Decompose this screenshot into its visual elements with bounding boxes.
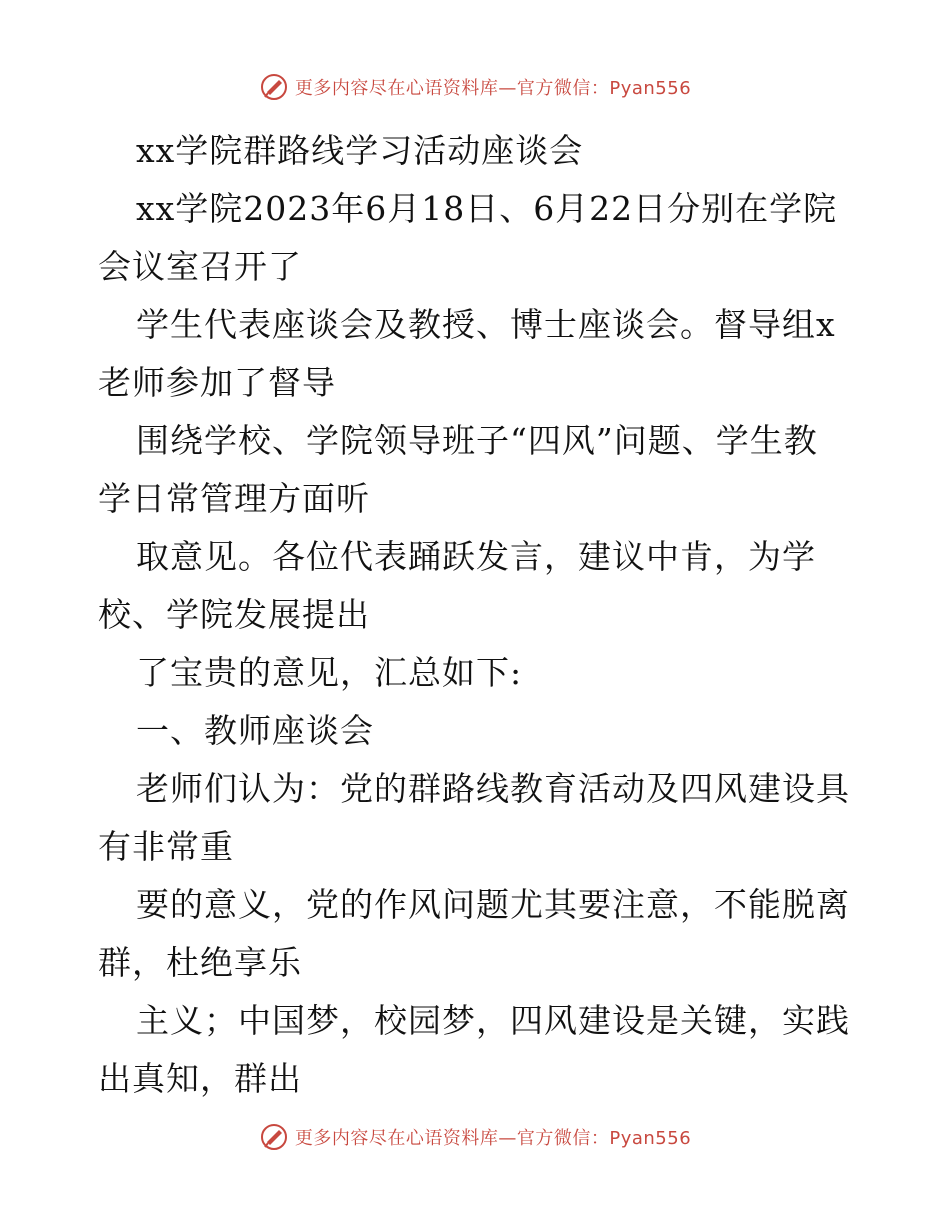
document-body — [98, 122, 858, 1108]
paragraph-line: 出真知，群出 — [98, 1059, 302, 1098]
paragraph-line: 会议室召开了 — [98, 247, 302, 286]
footer-watermark-text: 更多内容尽在心语资料库—官方微信：Pyan556 — [294, 1128, 692, 1149]
header-watermark-text: 更多内容尽在心语资料库—官方微信：Pyan556 — [294, 78, 692, 99]
doc-title: xx学院群路线学习活动座谈会 — [136, 131, 584, 170]
header-watermark-banner — [0, 72, 950, 102]
paragraph-line: 有非常重 — [98, 827, 234, 866]
section-heading: 一、教师座谈会 — [136, 711, 374, 750]
paragraph-line: 学生代表座谈会及教授、博士座谈会。督导组x — [136, 305, 836, 344]
paragraph-line: 学日常管理方面听 — [98, 479, 370, 518]
paragraph-line: 取意见。各位代表踊跃发言，建议中肯，为学 — [136, 537, 816, 576]
paragraph-line: 主义；中国梦，校园梦，四风建设是关键，实践 — [136, 1001, 850, 1040]
paragraph-line: 要的意义，党的作风问题尤其要注意，不能脱离 — [136, 885, 850, 924]
paragraph-line: 老师参加了督导 — [98, 363, 336, 402]
paragraph-line: 了宝贵的意见，汇总如下: — [136, 653, 523, 692]
paragraph-line: 校、学院发展提出 — [98, 595, 370, 634]
paragraph-line: xx学院2023年6月18日、6月22日分别在学院 — [136, 189, 838, 228]
pen-seal-logo-icon — [259, 72, 289, 102]
pen-seal-logo-icon — [259, 1122, 289, 1152]
paragraph-line: 围绕学校、学院领导班子“四风”问题、学生教 — [136, 421, 818, 460]
paragraph-line: 老师们认为：党的群路线教育活动及四风建设具 — [136, 769, 850, 808]
footer-watermark-banner — [0, 1122, 950, 1152]
paragraph-line: 群，杜绝享乐 — [98, 943, 302, 982]
